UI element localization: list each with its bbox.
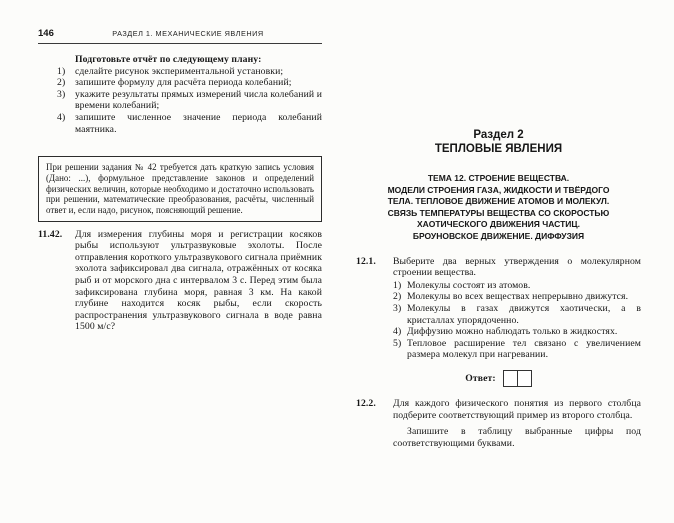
plan-item-text: сделайте рисунок экспериментальной установки; bbox=[75, 65, 284, 77]
option-text: Молекулы в газах движутся хаотически, а в кристаллах упорядоченно. bbox=[407, 302, 641, 326]
plan-item-text: укажите результаты прямых измерений числа колебаний и времени колебаний; bbox=[75, 88, 322, 112]
options-list bbox=[393, 280, 641, 361]
problem-text: Для каждого физического понятия из первого столбца подберите соответствующий пример из второго столбца. bbox=[393, 397, 641, 421]
problem-12-2 bbox=[356, 398, 641, 449]
plan-item-marker: 3) bbox=[57, 88, 66, 100]
option-marker: 4) bbox=[393, 326, 402, 338]
section-title: ТЕПЛОВЫЕ ЯВЛЕНИЯ bbox=[434, 143, 563, 155]
page-number: 146 bbox=[38, 28, 54, 39]
plan-item-marker: 4) bbox=[57, 111, 66, 123]
option-item bbox=[393, 291, 641, 303]
plan-intro: Подготовьте отчёт по следующему плану: bbox=[75, 54, 262, 65]
theme-line: ТЕЛА. ТЕПЛОВОЕ ДВИЖЕНИЕ АТОМОВ И МОЛЕКУЛ. bbox=[387, 196, 610, 207]
plan-item-marker: 1) bbox=[57, 65, 66, 77]
problem-instruction: Запишите в таблицу выбранные цифры под соответствующими буквами. bbox=[393, 426, 641, 449]
running-head-title: РАЗДЕЛ 1. МЕХАНИЧЕСКИЕ ЯВЛЕНИЯ bbox=[112, 29, 264, 38]
plan-item-text: запишите численное значение периода колебаний маятника. bbox=[75, 111, 322, 135]
theme-line: СВЯЗЬ ТЕМПЕРАТУРЫ ВЕЩЕСТВА СО СКОРОСТЬЮ bbox=[387, 207, 610, 218]
note-box bbox=[38, 156, 322, 222]
option-marker: 1) bbox=[393, 279, 402, 291]
plan-item-text: запишите формулу для расчёта периода колебаний; bbox=[75, 77, 292, 89]
plan-item bbox=[57, 89, 322, 112]
problem-12-1 bbox=[356, 256, 641, 361]
plan-item-marker: 2) bbox=[57, 77, 66, 89]
theme-heading bbox=[356, 173, 641, 243]
option-text: Диффузию можно наблюдать только в жидкостях. bbox=[407, 326, 618, 338]
answer-cells bbox=[503, 370, 532, 387]
problem-number: 12.2. bbox=[356, 397, 376, 409]
problem-body bbox=[393, 256, 641, 361]
theme-line: МОДЕЛИ СТРОЕНИЯ ГАЗА, ЖИДКОСТИ И ТВЁРДОГО bbox=[387, 184, 610, 195]
section-number: Раздел 2 bbox=[473, 129, 524, 141]
problem-number: 11.42. bbox=[38, 228, 63, 240]
answer-row bbox=[356, 370, 641, 387]
option-text: Тепловое расширение тел связано с увеличением размера молекул при нагревании. bbox=[407, 337, 641, 361]
left-column bbox=[38, 28, 322, 523]
plan-item bbox=[57, 112, 322, 135]
option-text: Молекулы состоят из атомов. bbox=[407, 279, 531, 291]
plan-item bbox=[57, 77, 322, 89]
answer-cell bbox=[517, 370, 532, 387]
problem-number: 12.1. bbox=[356, 255, 376, 267]
problem-text: Для измерения глубины моря и регистрации косяков рыбы используют ультразвуковые эхолоты. После отправления короткого ультразвукового сигнала приёмник эхолота зафиксировал два сигнала, отражённых от косяка рыб и от морского дна с интервалом 3 с. Перед этим была зафиксирована глубина моря, равная 3 км. На какой глубине находится косяк рыбы, если скорость распространения ультразвукового сигнала в воде равна 1500 м/с? bbox=[75, 228, 322, 333]
note-text: При решении задания № 42 требуется дать краткую запись условия (Дано: ...), формульное представление законов и определений физических величин, которые необходимо и достаточно использовать при решении, математические преобразования, расчёты, численный ответ и, если надо, рисунок, поясняющий решение. bbox=[46, 162, 314, 215]
problem-11-42 bbox=[38, 229, 322, 333]
theme-line: БРОУНОВСКОЕ ДВИЖЕНИЕ. ДИФФУЗИЯ bbox=[412, 230, 585, 241]
option-item bbox=[393, 280, 641, 292]
answer-label: Ответ: bbox=[465, 372, 496, 384]
theme-line: ТЕМА 12. СТРОЕНИЕ ВЕЩЕСТВА. bbox=[427, 173, 570, 183]
right-column bbox=[356, 28, 641, 523]
plan-list bbox=[38, 66, 322, 136]
option-item bbox=[393, 303, 641, 326]
option-marker: 3) bbox=[393, 302, 402, 314]
running-head bbox=[38, 28, 322, 44]
option-text: Молекулы во всех веществах непрерывно движутся. bbox=[407, 291, 629, 303]
option-marker: 5) bbox=[393, 337, 402, 349]
answer-cell bbox=[503, 370, 518, 387]
plan-item bbox=[57, 66, 322, 78]
option-marker: 2) bbox=[393, 291, 402, 303]
option-item bbox=[393, 326, 641, 338]
option-item bbox=[393, 338, 641, 361]
problem-body bbox=[393, 398, 641, 449]
problem-intro: Выберите два верных утверждения о молекулярном строении вещества. bbox=[393, 255, 641, 279]
theme-line: ХАОТИЧЕСКОГО ДВИЖЕНИЯ ЧАСТИЦ. bbox=[417, 219, 580, 230]
